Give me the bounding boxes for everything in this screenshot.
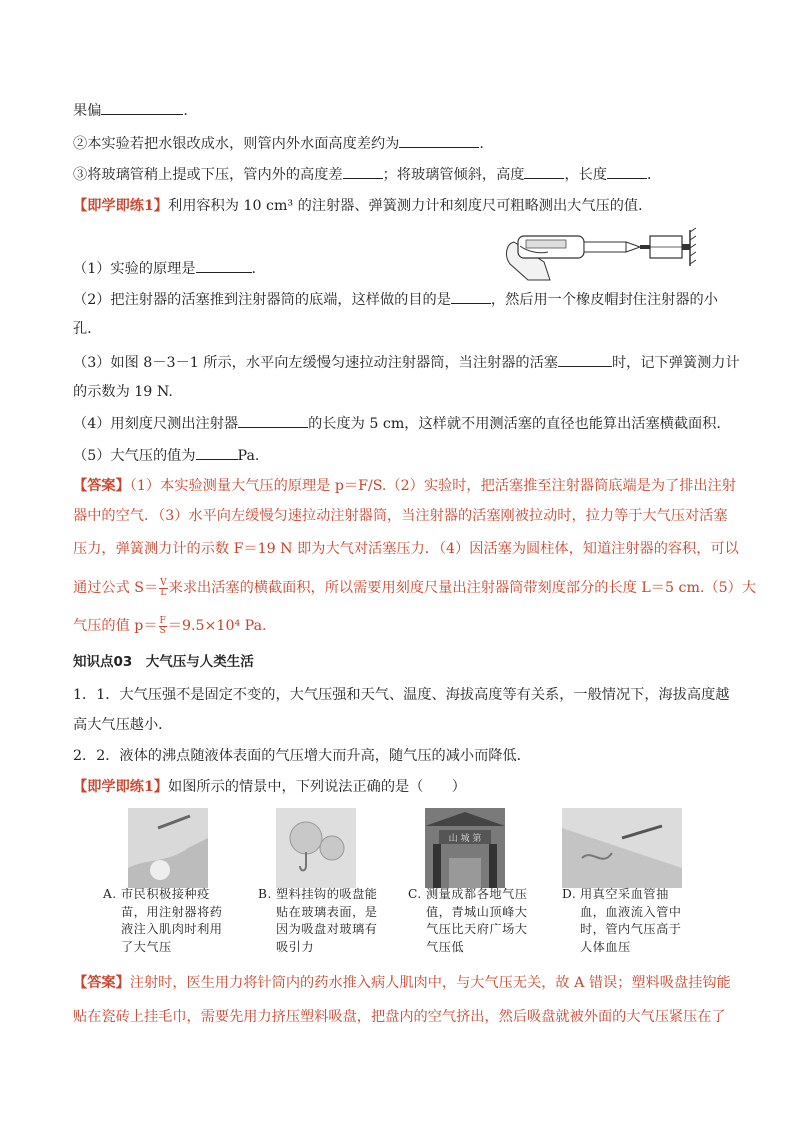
mountain-gate-photo [425,808,505,888]
blank [238,413,308,428]
answer1-line3: 压力，弹簧测力计的示数 F＝19 N 即为大气对活塞压力．（4）因活塞为圆柱体，知道注射器的容积，可以 [73,541,739,557]
q3: （3）如图 8－3－1 所示，水平向左缓慢匀速拉动注射器筒，当注射器的活塞 时，记下弹簧测力计 [73,352,740,373]
practice2-stem: 【即学即练1】如图所示的情景中，下列说法正确的是（ ） [73,779,466,795]
blank [451,289,491,304]
q3-cont: 的示数为 19 N. [73,384,173,400]
practice1-stem: 【即学即练1】利用容积为 10 cm³ 的注射器、弹簧测力计和刻度尺可粗略测出大气压的值． [73,198,653,214]
option-b: B. 塑料挂钩的吸盘能贴在玻璃表面，是因为吸盘对玻璃有吸引力 [258,887,378,954]
blank [607,164,647,179]
answer1-line1: 【答案】（1）本实验测量大气压的原理是 p＝F/S.（2）实验时，把活塞推至注射器筒底端是为了排出注射 [73,478,736,494]
line-1: 果偏 . [73,100,188,121]
line-2: ②本实验若把水银改成水，则管内外水面高度差约为 . [73,133,484,154]
answer2-line2: 贴在瓷砖上挂毛巾，需要先用力挤压塑料吸盘，把盘内的空气挤出，然后吸盘就被外面的大气压紧压在了 [73,1009,726,1025]
option-a: A. 市民积极接种疫苗，用注射器将药液注入肌肉时利用了大气压 [103,887,223,954]
vaccine-photo [128,808,208,888]
syringe-figure [500,222,700,284]
option-c: C. 测量成都各地气压值，青城山顶峰大气压比天府广场大气压低 [408,887,528,954]
blood-draw-photo [562,808,682,888]
blank [399,133,479,148]
q2: （2）把注射器的活塞推到注射器筒的底端，这样做的目的是 ，然后用一个橡皮帽封住注射器的小 [73,289,718,310]
fraction-v-over-l: $\frac{V}{L}$ [160,577,167,598]
answer1-line4: 通过公式 S＝ $\frac{V}{L}$ 来求出活塞的横截面积，所以需要用刻度尺量出注射器筒带刻度部分的长度 L＝5 cm.（5）大 [73,577,757,598]
section-title: 知识点03 大气压与人类生活 [73,654,254,670]
gate-sign: 山 城 第 [448,834,482,844]
q4: （4）用刻度尺测出注射器 的长度为 5 cm，这样就不用测活塞的直径也能算出活塞横截面积． [73,413,731,434]
blank [343,164,383,179]
fraction-f-over-s: $\frac{F}{S}$ [159,615,166,636]
line-3: ③将玻璃管稍上提或下压，管内外的高度差 ；将玻璃管倾斜，高度 ，长度 ． [73,164,661,185]
answer2-line1: 【答案】注射时，医生用力将针筒内的药水推入病人肌肉中，与大气压无关，故 A 错误；塑料吸盘挂钩能 [73,975,731,991]
q5: （5）大气压的值为 Pa. [73,445,259,466]
answer1-line5: 气压的值 p＝ $\frac{F}{S}$ ＝9.5×10⁴ Pa. [73,615,267,636]
blank [524,164,564,179]
section-p2: 2．2．液体的沸点随液体表面的气压增大而升高，随气压的减小而降低． [73,748,531,764]
q1: （1）实验的原理是 . [73,258,256,279]
blank [558,352,612,367]
suction-hook-photo [276,808,356,888]
answer1-line2: 器中的空气．（3）水平向左缓慢匀速拉动注射器筒，当注射器的活塞刚被拉动时，拉力等于大气压对活塞 [73,508,728,524]
blank [196,445,238,460]
blank [101,100,183,115]
q2-cont: 孔． [73,321,102,337]
option-d: D. 用真空采血管抽血，血液流入管中时，管内气压高于人体血压 [562,887,682,954]
section-p1: 1．1．大气压强不是固定不变的，大气压强和天气、温度、海拔高度等有关系，一般情况下，海拔高度越 [73,687,730,703]
section-p1-cont: 高大气压越小． [73,717,173,733]
blank [196,258,252,273]
